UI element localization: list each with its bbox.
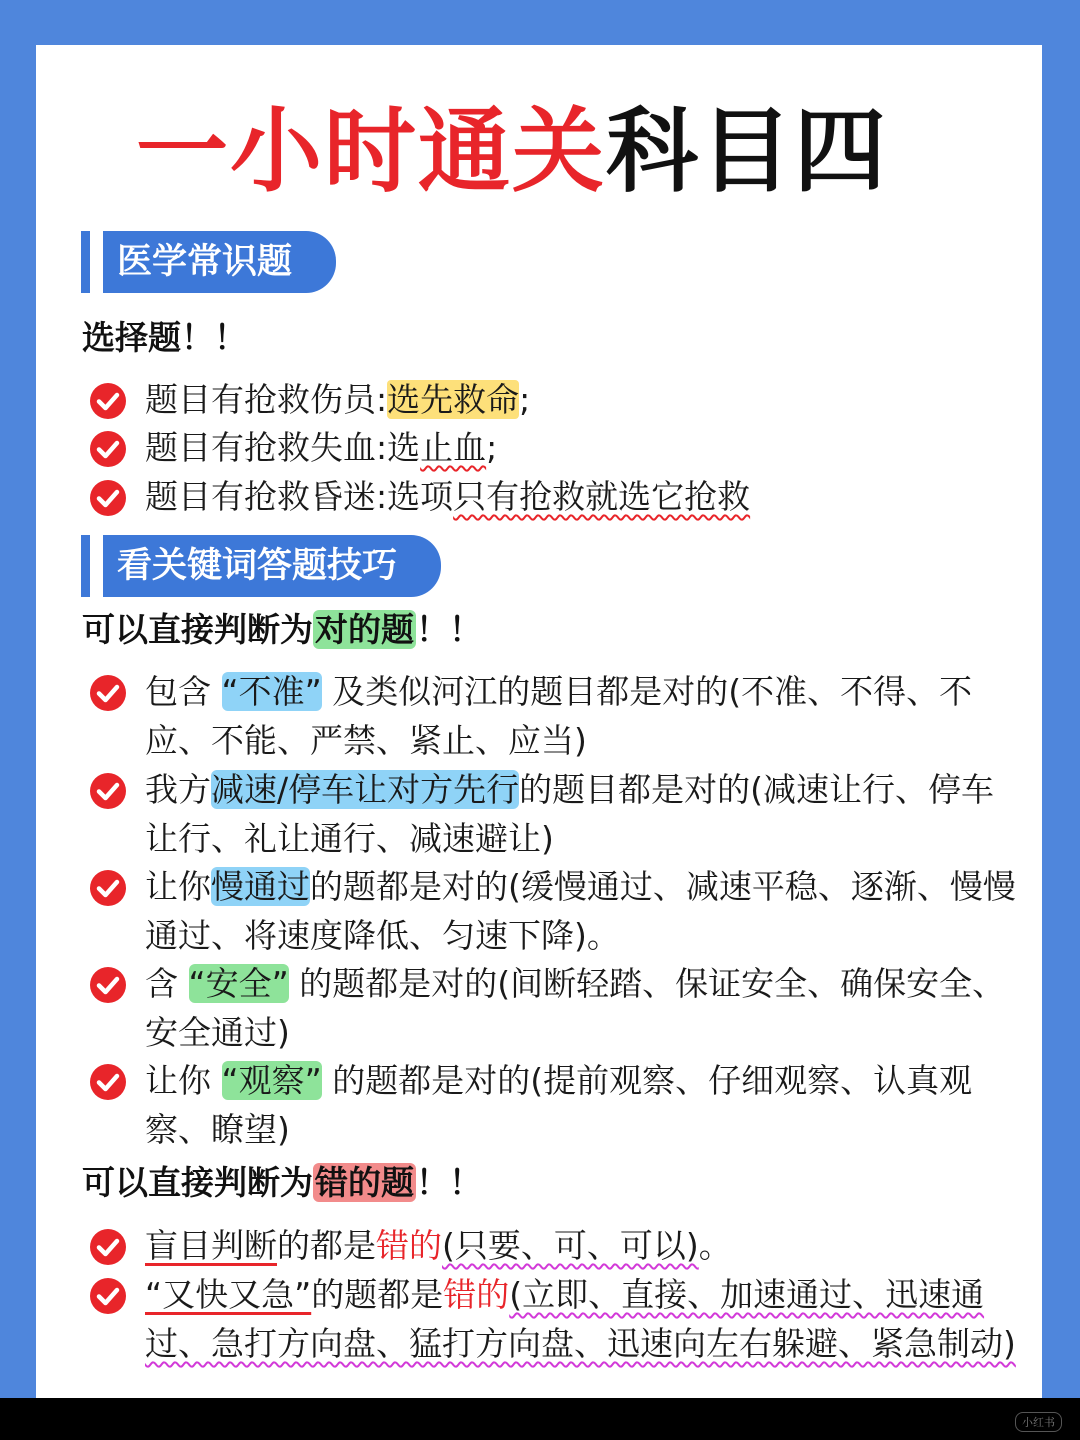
item-highlight: 止血 xyxy=(420,428,487,467)
check-circle-icon xyxy=(90,870,126,906)
item-text xyxy=(145,423,497,472)
page-title xyxy=(136,97,946,207)
item-middle: 的题都是 xyxy=(311,1275,444,1314)
item-text xyxy=(145,375,530,424)
heading-suffix: ！！ xyxy=(416,1163,482,1202)
item-highlight: 减速/停车让对方先行 xyxy=(211,770,520,809)
section-tag-medical xyxy=(81,231,336,293)
list-item xyxy=(90,959,1020,1057)
item-prefix: 题目有抢救失血:选 xyxy=(145,428,421,467)
check-circle-icon xyxy=(90,431,126,467)
list-item xyxy=(90,423,1020,472)
item-highlight: 选先救命 xyxy=(387,380,520,419)
item-end: 。 xyxy=(698,1226,732,1265)
bottom-bar xyxy=(0,1398,1080,1440)
section-tag-bar xyxy=(81,231,90,293)
heading-highlight: 对的题 xyxy=(315,610,414,649)
item-text xyxy=(145,862,1020,960)
item-red: 错的 xyxy=(443,1275,510,1314)
item-suffix: 的题都是对的(提前观察、仔细观察、认真观察、瞭望) xyxy=(145,1061,973,1149)
item-prefix: 题目有抢救昏迷:选项 xyxy=(145,477,454,516)
item-text xyxy=(145,472,750,521)
list-item xyxy=(90,1270,1020,1368)
check-circle-icon xyxy=(90,480,126,516)
content-card xyxy=(36,45,1042,1398)
item-suffix: 的题目都是对的(减速让行、停车让行、礼让通行、减速避让) xyxy=(145,770,994,858)
item-highlight: “安全” xyxy=(188,964,289,1003)
check-circle-icon xyxy=(90,675,126,711)
item-prefix: 含 xyxy=(145,964,178,1003)
watermark: 小红书 xyxy=(1015,1412,1062,1432)
title-red-part: 一小时通关 xyxy=(136,98,607,205)
wrong-heading xyxy=(82,1160,482,1206)
list-item xyxy=(90,375,1020,424)
item-text xyxy=(145,959,1020,1057)
section-tag-bar xyxy=(81,535,90,597)
item-underlined: “又快又急” xyxy=(145,1275,312,1314)
item-highlight: “观察” xyxy=(221,1061,322,1100)
right-heading xyxy=(82,607,482,653)
heading-prefix: 可以直接判断为 xyxy=(82,610,313,649)
item-suffix: 及类似河江的题目都是对的(不准、不得、不应、不能、严禁、紧止、应当) xyxy=(145,672,973,760)
item-text xyxy=(145,1221,732,1270)
item-prefix: 让你 xyxy=(145,867,211,906)
heading-prefix: 可以直接判断为 xyxy=(82,1163,313,1202)
list-item xyxy=(90,1221,1020,1270)
check-circle-icon xyxy=(90,967,126,1003)
item-wavy: (只要、可、可以) xyxy=(442,1226,699,1265)
section-tag-keywords xyxy=(81,535,441,597)
item-text xyxy=(145,667,1020,765)
list-item xyxy=(90,472,1020,521)
list-item xyxy=(90,1056,1020,1154)
check-circle-icon xyxy=(90,773,126,809)
item-suffix: 的题都是对的(缓慢通过、减速平稳、逐渐、慢慢通过、将速度降低、匀速下降)。 xyxy=(145,867,1016,955)
heading-highlight: 错的题 xyxy=(315,1163,414,1202)
item-text xyxy=(145,1056,1020,1154)
title-black-part: 科目四 xyxy=(606,98,889,205)
list-item xyxy=(90,765,1020,863)
item-highlight: 只有抢救就选它抢救 xyxy=(453,477,751,516)
item-text xyxy=(145,1270,1020,1368)
check-circle-icon xyxy=(90,1064,126,1100)
item-suffix: ; xyxy=(486,428,498,467)
item-underlined: 盲目判断 xyxy=(145,1226,277,1265)
check-circle-icon xyxy=(90,383,126,419)
item-red: 错的 xyxy=(376,1226,442,1265)
item-suffix: ; xyxy=(519,380,531,419)
item-prefix: 题目有抢救伤员: xyxy=(145,380,388,419)
heading-suffix: ！！ xyxy=(416,610,482,649)
item-highlight: 慢通过 xyxy=(211,867,310,906)
choice-heading: 选择题！！ xyxy=(82,318,247,357)
item-prefix: 我方 xyxy=(145,770,211,809)
item-suffix: 的题都是对的(间断轻踏、保证安全、确保安全、安全通过) xyxy=(145,964,1006,1052)
check-circle-icon xyxy=(90,1278,126,1314)
list-item xyxy=(90,667,1020,765)
item-prefix: 包含 xyxy=(145,672,211,711)
item-text xyxy=(145,765,1020,863)
item-highlight: “不准” xyxy=(221,672,322,711)
item-middle: 的都是 xyxy=(277,1226,376,1265)
check-circle-icon xyxy=(90,1229,126,1265)
list-item xyxy=(90,862,1020,960)
section-tag-label: 看关键词答题技巧 xyxy=(103,535,441,597)
item-wavy: (立即、直接、加速通过、迅速通过、急打方向盘、猛打方向盘、迅速向左右躲避、紧急制动) xyxy=(145,1275,1016,1363)
section-tag-label: 医学常识题 xyxy=(103,231,336,293)
item-prefix: 让你 xyxy=(145,1061,211,1100)
